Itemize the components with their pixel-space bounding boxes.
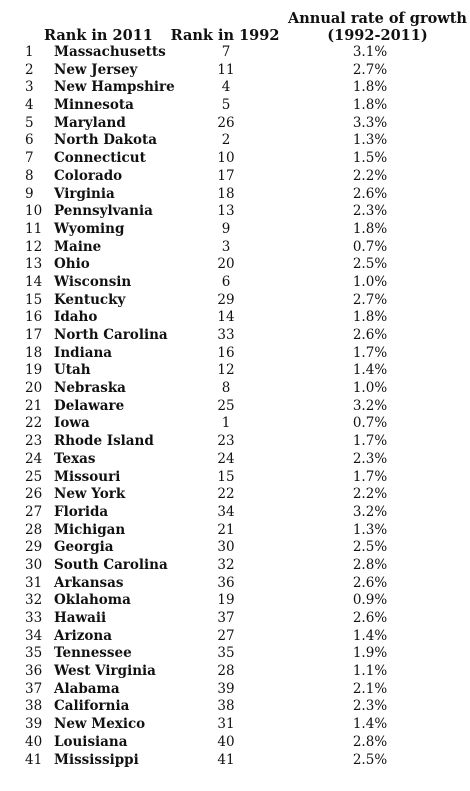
table-row — [0, 292, 470, 310]
rank-2011-cell: 29 — [25, 539, 43, 556]
state-name-cell: New York — [54, 486, 126, 503]
header-growth-line1: Annual rate of growth — [288, 10, 467, 27]
table-row — [0, 539, 470, 557]
growth-rate-cell: 2.8% — [352, 556, 388, 573]
growth-rate-cell: 2.2% — [352, 486, 388, 503]
rank-1992-cell: 14 — [217, 309, 235, 326]
rank-2011-cell: 33 — [25, 610, 43, 626]
state-name-cell: Virginia — [54, 185, 115, 202]
growth-rate-cell: 2.5% — [352, 539, 388, 556]
rank-2011-cell: 2 — [25, 61, 34, 78]
rank-2011-cell: 17 — [25, 327, 43, 343]
table-row — [0, 557, 470, 575]
table-row — [0, 698, 470, 716]
growth-rate-cell: 2.3% — [352, 450, 388, 467]
state-name-cell: Maryland — [54, 114, 126, 131]
rank-2011-cell: 23 — [25, 433, 43, 450]
rank-2011-cell: 27 — [25, 503, 43, 520]
rank-2011-cell: 16 — [25, 309, 43, 326]
state-name-cell: South Carolina — [54, 556, 168, 573]
rank-2011-cell: 12 — [25, 238, 43, 255]
rank-1992-cell: 9 — [221, 220, 231, 237]
state-name-cell: New Jersey — [54, 61, 138, 78]
state-name-cell: California — [54, 698, 130, 715]
state-name-cell: Ohio — [54, 256, 90, 273]
state-name-cell: Arkansas — [54, 574, 124, 591]
growth-rate-cell: 1.8% — [352, 309, 388, 326]
state-name-cell: Pennsylvania — [54, 203, 153, 220]
growth-rate-cell: 1.9% — [352, 645, 388, 662]
rank-2011-cell: 19 — [25, 362, 43, 379]
state-name-cell: West Virginia — [54, 663, 156, 680]
rank-2011-cell: 26 — [25, 486, 43, 503]
table-row — [0, 734, 470, 752]
rank-2011-cell: 20 — [25, 380, 43, 397]
state-name-cell: Arizona — [54, 627, 112, 644]
rank-2011-cell: 13 — [25, 256, 43, 273]
rank-1992-cell: 7 — [221, 44, 231, 60]
rank-1992-cell: 37 — [217, 610, 235, 626]
table-row — [0, 592, 470, 610]
state-name-cell: Florida — [54, 503, 109, 520]
rank-2011-cell: 39 — [25, 716, 43, 733]
state-name-cell: Massachusetts — [54, 44, 166, 60]
rank-2011-cell: 6 — [25, 132, 34, 149]
rank-1992-cell: 41 — [217, 751, 235, 768]
growth-rate-cell: 2.7% — [352, 61, 388, 78]
rank-2011-cell: 25 — [25, 468, 43, 485]
table-row — [0, 239, 470, 257]
table-row — [0, 79, 470, 97]
growth-rate-cell: 0.9% — [352, 592, 388, 609]
rank-1992-cell: 39 — [217, 680, 235, 697]
header-growth-rate — [285, 10, 470, 44]
rank-2011-cell: 38 — [25, 698, 43, 715]
rank-2011-cell: 32 — [25, 592, 43, 609]
rank-2011-cell: 30 — [25, 556, 43, 573]
rank-2011-cell: 3 — [25, 79, 34, 96]
table-row — [0, 504, 470, 522]
rank-2011-cell: 18 — [25, 344, 43, 361]
rank-1992-cell: 31 — [217, 716, 235, 733]
rank-1992-cell: 28 — [217, 663, 235, 680]
growth-rate-cell: 1.7% — [352, 468, 388, 485]
state-name-cell: Oklahoma — [54, 592, 131, 609]
growth-rate-cell: 1.3% — [352, 521, 388, 538]
table-row — [0, 380, 470, 398]
rank-1992-cell: 32 — [217, 556, 235, 573]
rank-1992-cell: 25 — [217, 397, 235, 414]
table-row — [0, 203, 470, 221]
rank-1992-cell: 6 — [221, 273, 231, 290]
growth-rate-cell: 2.6% — [352, 610, 388, 626]
table-row — [0, 62, 470, 80]
state-name-cell: Minnesota — [54, 97, 134, 114]
rank-2011-cell: 5 — [25, 114, 34, 131]
growth-rate-cell: 1.0% — [352, 273, 388, 290]
rank-1992-cell: 3 — [221, 238, 231, 255]
growth-rate-cell: 1.1% — [352, 663, 388, 680]
rank-2011-cell: 24 — [25, 450, 43, 467]
rank-2011-cell: 1 — [25, 44, 34, 60]
state-name-cell: North Carolina — [54, 327, 168, 343]
table-row — [0, 610, 470, 628]
table-row — [0, 415, 470, 433]
state-name-cell: Connecticut — [54, 150, 146, 167]
growth-rate-cell: 1.7% — [352, 344, 388, 361]
rank-1992-cell: 29 — [217, 291, 235, 308]
rank-1992-cell: 35 — [217, 645, 235, 662]
growth-rate-cell: 3.1% — [352, 44, 388, 60]
growth-rate-cell: 1.8% — [352, 79, 388, 96]
rank-2011-cell: 10 — [25, 203, 43, 220]
table-body — [0, 44, 470, 769]
table-row — [0, 168, 470, 186]
rank-2011-cell: 7 — [25, 150, 34, 167]
state-name-cell: Missouri — [54, 468, 121, 485]
rank-1992-cell: 8 — [221, 380, 231, 397]
rank-2011-cell: 40 — [25, 733, 43, 750]
table-row — [0, 327, 470, 345]
state-name-cell: Texas — [54, 450, 96, 467]
growth-rate-cell: 2.7% — [352, 291, 388, 308]
state-name-cell: Wyoming — [54, 220, 125, 237]
state-name-cell: Louisiana — [54, 733, 128, 750]
rank-1992-cell: 16 — [217, 344, 235, 361]
table-row — [0, 97, 470, 115]
rank-2011-cell: 36 — [25, 663, 43, 680]
rank-2011-cell: 9 — [25, 185, 34, 202]
rank-2011-cell: 34 — [25, 627, 43, 644]
rank-2011-cell: 35 — [25, 645, 43, 662]
rank-2011-cell: 8 — [25, 167, 34, 184]
rank-1992-cell: 21 — [217, 521, 235, 538]
growth-rate-cell: 0.7% — [352, 415, 388, 432]
rank-1992-cell: 5 — [221, 97, 231, 114]
growth-rate-cell: 0.7% — [352, 238, 388, 255]
rank-1992-cell: 12 — [217, 362, 235, 379]
growth-rate-cell: 2.5% — [352, 751, 388, 768]
table-row — [0, 575, 470, 593]
state-name-cell: Alabama — [54, 680, 120, 697]
table-row — [0, 44, 470, 62]
rank-1992-cell: 17 — [217, 167, 235, 184]
state-name-cell: Nebraska — [54, 380, 126, 397]
growth-rate-cell: 2.3% — [352, 203, 388, 220]
rank-1992-cell: 36 — [217, 574, 235, 591]
growth-rate-cell: 1.7% — [352, 433, 388, 450]
table-row — [0, 132, 470, 150]
growth-rate-cell: 2.5% — [352, 256, 388, 273]
growth-rate-cell: 2.6% — [352, 574, 388, 591]
rank-1992-cell: 10 — [217, 150, 235, 167]
rank-2011-cell: 41 — [25, 751, 43, 768]
growth-rate-cell: 1.0% — [352, 380, 388, 397]
rank-1992-cell: 40 — [217, 733, 235, 750]
rank-1992-cell: 22 — [217, 486, 235, 503]
rank-1992-cell: 13 — [217, 203, 235, 220]
rank-1992-cell: 26 — [217, 114, 235, 131]
rank-1992-cell: 27 — [217, 627, 235, 644]
rank-1992-cell: 19 — [217, 592, 235, 609]
rank-1992-cell: 34 — [217, 503, 235, 520]
state-name-cell: Idaho — [54, 309, 98, 326]
rank-1992-cell: 23 — [217, 433, 235, 450]
state-name-cell: Georgia — [54, 539, 114, 556]
state-name-cell: Utah — [54, 362, 91, 379]
rank-1992-cell: 15 — [217, 468, 235, 485]
growth-rate-cell: 1.4% — [352, 627, 388, 644]
table-row — [0, 628, 470, 646]
rank-2011-cell: 15 — [25, 291, 43, 308]
table-row — [0, 309, 470, 327]
rank-1992-cell: 4 — [221, 79, 231, 96]
state-name-cell: Wisconsin — [54, 273, 132, 290]
growth-rate-cell: 2.6% — [352, 327, 388, 343]
growth-rate-cell: 1.3% — [352, 132, 388, 149]
state-name-cell: Rhode Island — [54, 433, 154, 450]
rank-2011-cell: 11 — [25, 220, 43, 237]
rank-1992-cell: 24 — [217, 450, 235, 467]
table-row — [0, 186, 470, 204]
state-name-cell: Tennessee — [54, 645, 132, 662]
table-row — [0, 681, 470, 699]
state-name-cell: Indiana — [54, 344, 113, 361]
state-name-cell: Michigan — [54, 521, 126, 538]
growth-rate-cell: 3.3% — [352, 114, 388, 131]
state-name-cell: Colorado — [54, 167, 123, 184]
table-row — [0, 150, 470, 168]
rank-2011-cell: 31 — [25, 574, 43, 591]
table-row — [0, 345, 470, 363]
table-row — [0, 663, 470, 681]
rank-2011-cell: 28 — [25, 521, 43, 538]
growth-rate-cell: 1.5% — [352, 150, 388, 167]
rank-1992-cell: 11 — [217, 61, 235, 78]
state-name-cell: New Hampshire — [54, 79, 175, 96]
growth-rate-cell: 1.8% — [352, 97, 388, 114]
table-row — [0, 433, 470, 451]
table-row — [0, 221, 470, 239]
header-rank-2011: Rank in 2011 — [44, 27, 153, 44]
table-row — [0, 645, 470, 663]
header-rank-1992: Rank in 1992 — [170, 27, 280, 44]
state-name-cell: North Dakota — [54, 132, 158, 149]
growth-rate-cell: 2.2% — [352, 167, 388, 184]
table-row — [0, 752, 470, 770]
rank-1992-cell: 18 — [217, 185, 235, 202]
table-row — [0, 115, 470, 133]
growth-rate-cell: 1.4% — [352, 716, 388, 733]
growth-rate-cell: 1.8% — [352, 220, 388, 237]
state-name-cell: Mississippi — [54, 751, 139, 768]
growth-rate-cell: 3.2% — [352, 397, 388, 414]
state-name-cell: Iowa — [54, 415, 90, 432]
rank-1992-cell: 33 — [217, 327, 235, 343]
table-row — [0, 451, 470, 469]
table-row — [0, 486, 470, 504]
rank-1992-cell: 30 — [217, 539, 235, 556]
rank-2011-cell: 14 — [25, 273, 43, 290]
growth-rate-cell: 3.2% — [352, 503, 388, 520]
state-name-cell: Hawaii — [54, 610, 107, 626]
rank-1992-cell: 1 — [221, 415, 231, 432]
state-name-cell: Maine — [54, 238, 102, 255]
state-name-cell: Kentucky — [54, 291, 126, 308]
rank-1992-cell: 2 — [221, 132, 231, 149]
rank-2011-cell: 22 — [25, 415, 43, 432]
rank-1992-cell: 38 — [217, 698, 235, 715]
growth-rate-cell: 1.4% — [352, 362, 388, 379]
table-row — [0, 522, 470, 540]
growth-rate-cell: 2.1% — [352, 680, 388, 697]
rank-1992-cell: 20 — [217, 256, 235, 273]
rank-2011-cell: 4 — [25, 97, 34, 114]
growth-rate-cell: 2.3% — [352, 698, 388, 715]
table-row — [0, 256, 470, 274]
rank-2011-cell: 37 — [25, 680, 43, 697]
table-row — [0, 362, 470, 380]
table-row — [0, 469, 470, 487]
rank-2011-cell: 21 — [25, 397, 43, 414]
state-name-cell: New Mexico — [54, 716, 146, 733]
table-row — [0, 274, 470, 292]
state-name-cell: Delaware — [54, 397, 125, 414]
growth-rate-cell: 2.8% — [352, 733, 388, 750]
table-row — [0, 398, 470, 416]
growth-rate-cell: 2.6% — [352, 185, 388, 202]
header-growth-line2: (1992-2011) — [327, 27, 428, 44]
table-row — [0, 716, 470, 734]
